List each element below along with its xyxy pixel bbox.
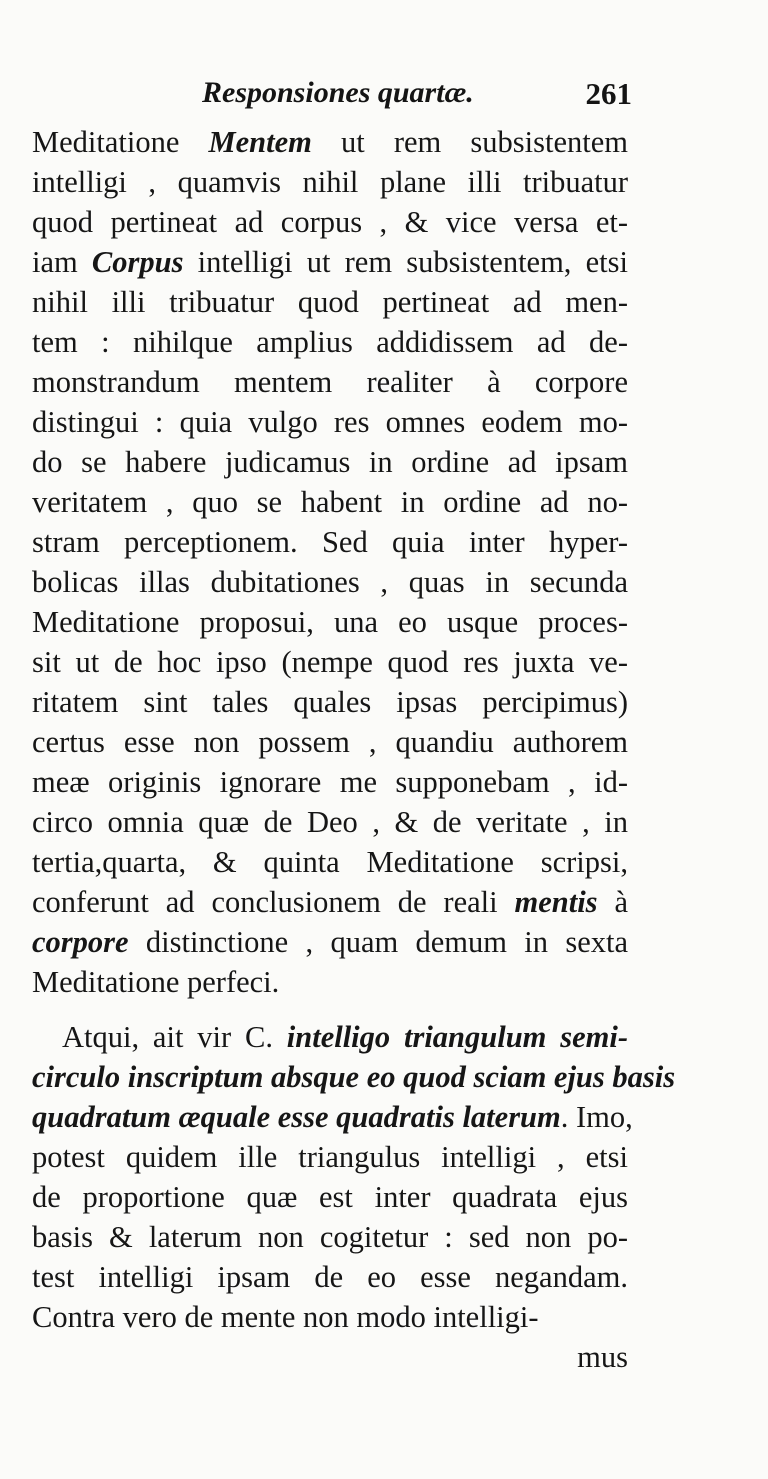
- paragraph-1: [32, 122, 628, 1002]
- text-line: [32, 842, 628, 882]
- catchword: mus: [577, 1340, 628, 1374]
- text-line: [32, 762, 628, 802]
- paragraph-2: [32, 1017, 676, 1337]
- text-run: test intelligi ipsam de eo esse negandam.: [32, 1260, 628, 1294]
- italic-phrase: Corpus: [91, 245, 184, 279]
- text-run: do se habere judicamus in ordine ad ipsam: [32, 445, 628, 479]
- text-run: veritatem , quo se habent in ordine ad no-: [32, 485, 628, 519]
- italic-phrase: intelligo triangulum semi-: [286, 1020, 628, 1054]
- text-line: [32, 962, 628, 1002]
- text-line: [32, 922, 628, 962]
- text-run: quod pertineat ad corpus , & vice versa et-: [32, 205, 628, 239]
- text-run: meæ originis ignorare me supponebam , id-: [32, 765, 628, 799]
- text-line: [32, 522, 628, 562]
- text-run: distinctione , quam demum in sexta: [128, 925, 628, 959]
- text-line: [32, 1177, 628, 1217]
- text-line: [32, 802, 628, 842]
- text-run: tertia,quarta, & quinta Meditatione scripsi,: [32, 845, 628, 879]
- text-run: nihil illi tribuatur quod pertineat ad men-: [32, 285, 628, 319]
- page-header: [32, 76, 632, 116]
- text-line: [32, 402, 628, 442]
- italic-phrase: Mentem: [208, 125, 312, 159]
- text-run: Atqui, ait vir C.: [62, 1020, 287, 1054]
- text-run: intelligi ut rem subsistentem, etsi: [183, 245, 628, 279]
- text-line: [32, 882, 628, 922]
- text-line: [32, 1137, 628, 1177]
- page-number: 261: [585, 76, 632, 111]
- text-line: [32, 1297, 628, 1337]
- text-line: [32, 642, 628, 682]
- text-run: circo omnia quæ de Deo , & de veritate , in: [32, 805, 628, 839]
- text-run: tem : nihilque amplius addidissem ad de-: [32, 325, 628, 359]
- text-run: Contra vero de mente non modo intelligi-: [32, 1300, 539, 1334]
- text-run: conferunt ad conclusionem de reali: [32, 885, 515, 919]
- text-line: [32, 682, 628, 722]
- text-run: Meditatione proposui, una eo usque proces-: [32, 605, 628, 639]
- text-line: [32, 442, 628, 482]
- text-run: ritatem sint tales quales ipsas percipimus): [32, 685, 628, 719]
- text-run: basis & laterum non cogitetur : sed non po-: [32, 1220, 628, 1254]
- italic-phrase: mentis: [514, 885, 598, 919]
- text-line: [32, 162, 628, 202]
- text-line: [32, 1217, 628, 1257]
- text-run: sit ut de hoc ipso (nempe quod res juxta ve-: [32, 645, 628, 679]
- text-line: [32, 242, 628, 282]
- text-line: [32, 322, 628, 362]
- text-run: ut rem subsistentem: [311, 125, 628, 159]
- text-line: [32, 1017, 628, 1057]
- text-line: [32, 1257, 628, 1297]
- text-line: [32, 482, 628, 522]
- text-line: [32, 602, 628, 642]
- text-line: [32, 562, 628, 602]
- body-text: [32, 122, 676, 1377]
- italic-phrase: corpore: [32, 925, 129, 959]
- text-line: [32, 122, 628, 162]
- text-line: [32, 362, 628, 402]
- text-line: [32, 202, 628, 242]
- text-run: certus esse non possem , quandiu authorem: [32, 725, 628, 759]
- paragraph-spacer: [32, 1002, 628, 1017]
- text-line: [32, 282, 628, 322]
- text-run: bolicas illas dubitationes , quas in secunda: [32, 565, 628, 599]
- running-head: Responsiones quartæ.: [202, 76, 474, 109]
- italic-phrase: circulo inscriptum absque eo quod sciam ejus basis: [32, 1060, 676, 1094]
- text-line: [32, 722, 628, 762]
- text-run: . Imo,: [560, 1100, 633, 1134]
- text-run: iam: [32, 245, 92, 279]
- text-run: Meditatione perfeci.: [32, 965, 280, 999]
- text-line: [32, 1057, 676, 1097]
- text-line: [32, 1097, 633, 1137]
- text-run: intelligi , quamvis nihil plane illi tribuatur: [32, 165, 628, 199]
- text-run: monstrandum mentem realiter à corpore: [32, 365, 628, 399]
- text-run: Meditatione: [32, 125, 209, 159]
- text-run: de proportione quæ est inter quadrata ejus: [32, 1180, 628, 1214]
- text-run: à: [597, 885, 628, 919]
- text-run: stram perceptionem. Sed quia inter hyper-: [32, 525, 628, 559]
- text-run: distingui : quia vulgo res omnes eodem mo-: [32, 405, 628, 439]
- text-run: potest quidem ille triangulus intelligi , etsi: [32, 1140, 628, 1174]
- italic-phrase: quadratum æquale esse quadratis laterum: [32, 1100, 561, 1134]
